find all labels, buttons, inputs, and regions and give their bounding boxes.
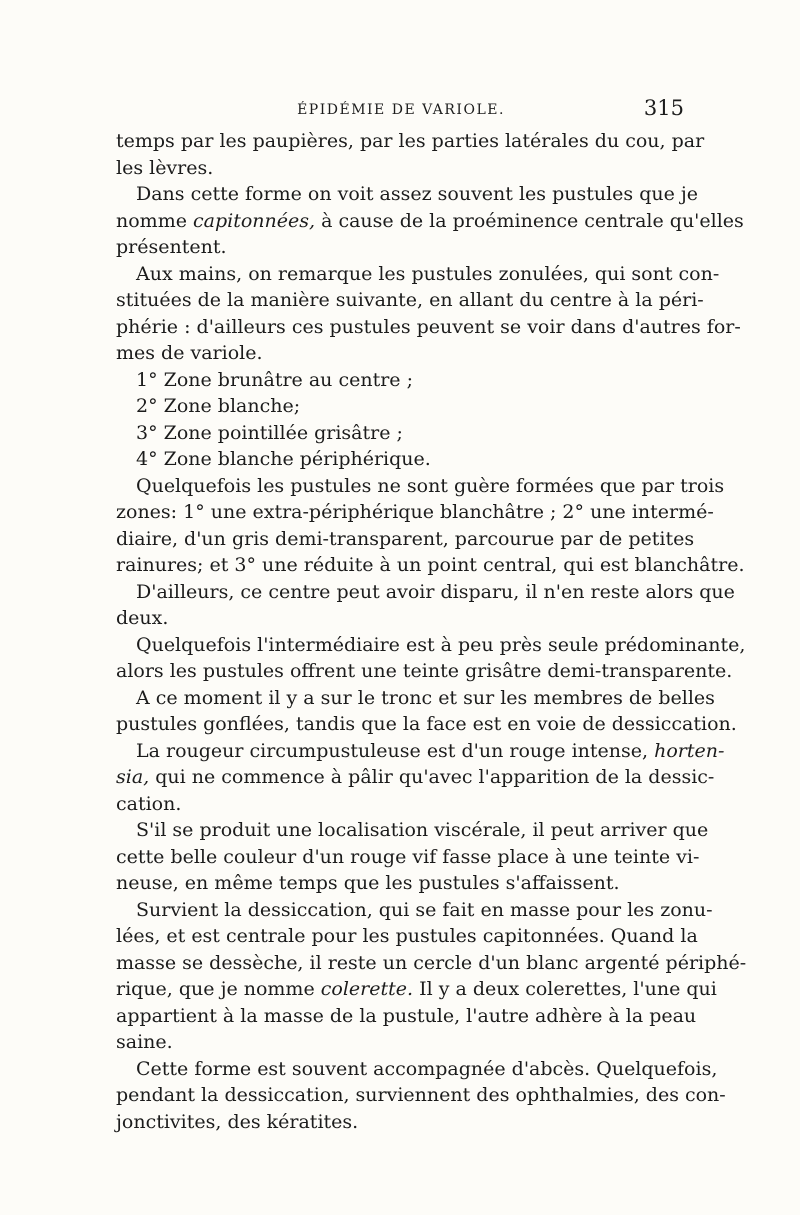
text-line: neuse, en même temps que les pustules s'affaissent. (116, 872, 620, 894)
text-span: qui ne commence à pâlir qu'avec l'apparition de la dessic- (149, 766, 715, 788)
page-number: 315 (643, 96, 684, 120)
text-span: nomme (116, 209, 193, 232)
text-line: pustules gonflées, tandis que la face est en voie de dessiccation. (116, 713, 737, 735)
text-line: 2° Zone blanche; (136, 395, 301, 417)
text-span: La rougeur circumpustuleuse est d'un rouge intense, (136, 739, 655, 762)
text-line: phérie : d'ailleurs ces pustules peuvent se voir dans d'autres for- (116, 315, 741, 338)
text-line: 3° Zone pointillée grisâtre ; (136, 421, 403, 444)
text-span: à cause de la proéminence centrale qu'elles (315, 209, 744, 232)
italic-term: horten- (654, 739, 725, 762)
text-line: zones: 1° une extra-périphérique blanchâtre ; 2° une intermé- (116, 501, 714, 523)
text-line (116, 976, 717, 1003)
text-line (116, 208, 744, 235)
text-line: Cette forme est souvent accompagnée d'abcès. Quelquefois, (136, 1057, 718, 1080)
text-line: Quelquefois les pustules ne sont guère formées que par trois (136, 474, 725, 497)
running-title: ÉPIDÉMIE DE VARIOLE. (297, 102, 505, 118)
text-line: mes de variole. (116, 342, 263, 364)
italic-term: sia, (116, 766, 150, 788)
italic-term: colerette. (320, 978, 414, 1000)
text-line: 1° Zone brunâtre au centre ; (136, 368, 413, 391)
text-line: alors les pustules offrent une teinte grisâtre demi-transparente. (116, 660, 733, 682)
text-line: saine. (116, 1031, 173, 1053)
text-line: les lèvres. (116, 156, 214, 179)
text-line (116, 764, 715, 791)
body-text (116, 128, 747, 1135)
text-line: rainures; et 3° une réduite à un point central, qui est blanchâtre. (116, 554, 745, 576)
text-line: 4° Zone blanche périphérique. (136, 448, 431, 470)
text-line: Aux mains, on remarque les pustules zonulées, qui sont con- (136, 262, 720, 285)
text-span: Dans cette forme on voit assez souvent les pustules que je (136, 183, 699, 205)
text-line (116, 181, 699, 208)
text-span: rique, que je nomme (116, 978, 321, 1000)
italic-term: capitonnées, (193, 209, 316, 232)
text-line (116, 738, 725, 765)
text-line: jonctivites, des kératites. (116, 1110, 359, 1133)
running-head (118, 96, 684, 126)
text-line: diaire, d'un gris demi-transparent, parcourue par de petites (116, 527, 695, 550)
text-line: S'il se produit une localisation viscérale, il peut arriver que (136, 819, 709, 841)
text-line: pendant la dessiccation, surviennent des ophthalmies, des con- (116, 1084, 726, 1106)
text-line: deux. (116, 607, 169, 629)
text-line: Survient la dessiccation, qui se fait en masse pour les zonu- (136, 898, 713, 921)
text-line: appartient à la masse de la pustule, l'autre adhère à la peau (116, 1004, 697, 1027)
text-line: masse se dessèche, il reste un cercle d'un blanc argenté périphé- (116, 951, 747, 974)
text-line: présentent. (116, 236, 227, 258)
text-span: Il y a deux colerettes, l'une qui (413, 978, 717, 1000)
text-line: D'ailleurs, ce centre peut avoir disparu, il n'en reste alors que (136, 580, 735, 603)
text-line: A ce moment il y a sur le tronc et sur les membres de belles (136, 686, 715, 709)
text-line: stituées de la manière suivante, en allant du centre à la péri- (116, 289, 704, 311)
text-line: cette belle couleur d'un rouge vif fasse place à une teinte vi- (116, 845, 700, 868)
text-line: temps par les paupières, par les parties latérales du cou, par (116, 130, 705, 152)
text-line: Quelquefois l'intermédiaire est à peu près seule prédominante, (136, 633, 746, 656)
text-line: lées, et est centrale pour les pustules capitonnées. Quand la (116, 925, 698, 947)
text-line: cation. (116, 792, 182, 815)
